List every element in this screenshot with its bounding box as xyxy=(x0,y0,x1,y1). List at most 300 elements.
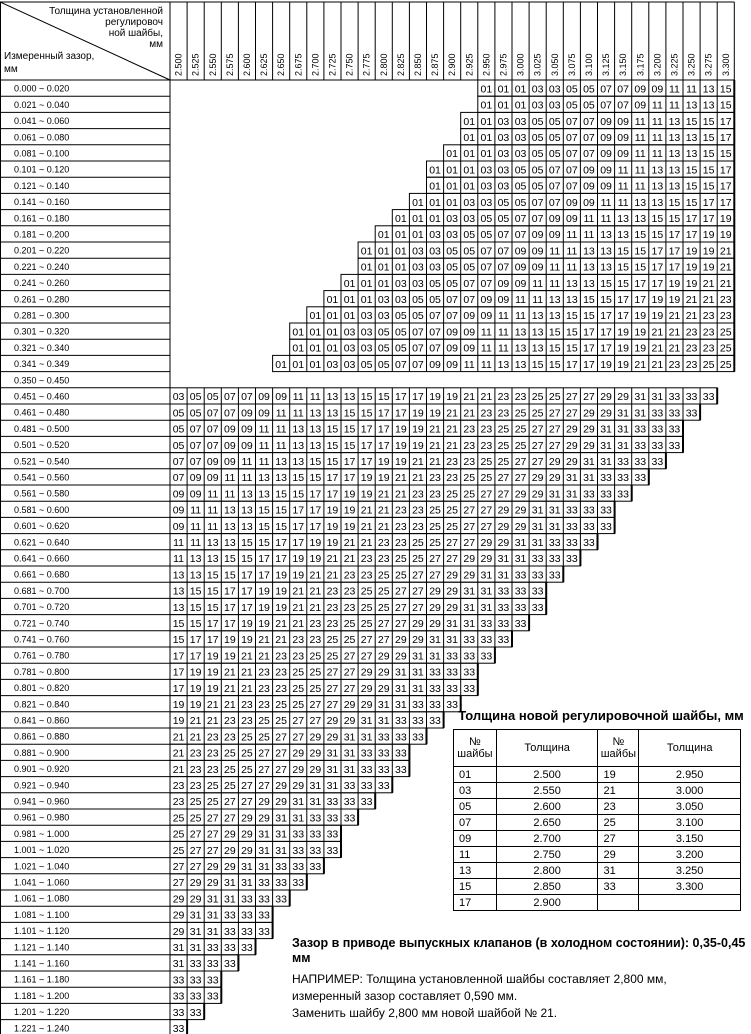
shim-number-cell: 25 xyxy=(292,699,305,711)
shim-number-cell: 33 xyxy=(326,844,339,857)
shim-number-cell: 23 xyxy=(702,326,715,339)
shim-number-cell: 23 xyxy=(497,407,510,420)
shim-number-cell: 05 xyxy=(531,180,544,193)
shim-number-cell: 33 xyxy=(651,423,664,436)
shim-number-cell: 25 xyxy=(224,763,236,776)
installed-shim-label: регулировоч xyxy=(105,17,163,28)
shim-number-cell: 33 xyxy=(412,731,424,744)
shim-number-cell: 31 xyxy=(566,488,578,501)
column-header-thickness: 2.800 xyxy=(378,53,389,76)
legend-row xyxy=(454,831,741,847)
shim-number-cell: 01 xyxy=(292,326,305,339)
shim-number-cell: 25 xyxy=(189,796,202,809)
shim-number-cell: 15 xyxy=(702,180,715,193)
shim-number-cell: 31 xyxy=(412,650,424,663)
shim-number-cell: 05 xyxy=(548,148,561,161)
shim-number-cell: 29 xyxy=(548,472,561,485)
shim-number-cell: 07 xyxy=(224,407,236,420)
shim-number-cell: 19 xyxy=(292,553,305,566)
shim-number-cell: 01 xyxy=(309,358,322,371)
column-header-thickness: 3.050 xyxy=(549,53,560,76)
shim-number-cell: 17 xyxy=(172,650,185,663)
shim-number-cell: 13 xyxy=(668,132,681,144)
clearance-range-label: 0.451 ~ 0.460 xyxy=(14,391,70,402)
clearance-range-label: 1.121 ~ 1.140 xyxy=(14,942,70,953)
legend-shim-thickness: 3.000 xyxy=(639,783,741,799)
shim-number-cell: 13 xyxy=(326,407,339,420)
shim-number-cell: 17 xyxy=(583,358,595,371)
shim-number-cell: 27 xyxy=(326,699,339,711)
shim-number-cell: 27 xyxy=(446,537,458,549)
shim-number-cell: 33 xyxy=(497,601,510,614)
shim-number-cell: 23 xyxy=(463,456,476,468)
shim-number-cell: 21 xyxy=(172,747,185,760)
clearance-range-label: 0.661 ~ 0.680 xyxy=(14,569,70,580)
shim-number-cell: 07 xyxy=(497,245,510,258)
legend-title: Толщина новой регулировочной шайбы, мм xyxy=(458,708,744,723)
shim-number-cell: 13 xyxy=(600,261,612,274)
shim-number-cell: 33 xyxy=(634,439,647,452)
shim-number-cell: 31 xyxy=(600,423,612,436)
shim-number-cell: 11 xyxy=(651,115,663,128)
shim-number-cell: 29 xyxy=(206,861,219,873)
shim-number-cell: 15 xyxy=(275,520,287,533)
shim-number-cell: 17 xyxy=(651,277,664,290)
shim-number-cell: 33 xyxy=(224,958,236,971)
shim-number-cell: 01 xyxy=(275,358,287,371)
shim-number-cell: 09 xyxy=(583,164,595,177)
shim-number-cell: 05 xyxy=(172,439,185,452)
shim-number-cell: 25 xyxy=(377,569,390,582)
shim-number-cell: 23 xyxy=(719,294,732,306)
shim-number-cell: 15 xyxy=(566,326,578,339)
shim-number-cell: 11 xyxy=(173,553,185,566)
shim-number-cell: 05 xyxy=(429,277,441,290)
shim-number-cell: 17 xyxy=(224,601,236,614)
legend-col-no: № шайбы xyxy=(454,730,497,767)
shim-number-cell: 33 xyxy=(514,601,527,614)
shim-number-cell: 21 xyxy=(377,504,390,517)
shim-number-cell: 15 xyxy=(206,585,219,598)
shim-number-cell: 05 xyxy=(566,99,578,112)
shim-number-cell: 03 xyxy=(497,148,510,161)
shim-number-cell: 13 xyxy=(224,504,236,517)
shim-number-cell: 09 xyxy=(600,148,612,161)
shim-number-cell: 11 xyxy=(497,310,509,323)
shim-number-cell: 13 xyxy=(172,569,185,582)
shim-number-cell: 19 xyxy=(360,488,373,501)
shim-number-cell: 27 xyxy=(429,569,441,582)
shim-number-cell: 19 xyxy=(343,504,356,517)
clearance-range-label: 1.041 ~ 1.060 xyxy=(14,877,70,888)
shim-number-cell: 25 xyxy=(446,504,458,517)
shim-number-cell: 13 xyxy=(292,456,305,468)
shim-number-cell: 25 xyxy=(224,747,236,760)
shim-number-cell: 33 xyxy=(702,391,715,404)
shim-number-cell: 23 xyxy=(480,423,493,436)
shim-number-cell: 23 xyxy=(292,634,305,647)
shim-number-cell: 25 xyxy=(514,423,527,436)
shim-number-cell: 27 xyxy=(189,844,202,857)
shim-number-cell: 31 xyxy=(548,488,561,501)
shim-number-cell: 15 xyxy=(548,358,561,371)
shim-number-cell: 05 xyxy=(566,83,578,96)
legend-shim-number: 29 xyxy=(598,847,639,863)
shim-number-cell: 33 xyxy=(172,1006,185,1019)
shim-number-cell: 17 xyxy=(719,180,732,193)
shim-number-cell: 05 xyxy=(531,148,544,161)
shim-number-cell: 19 xyxy=(309,553,322,566)
shim-number-cell: 33 xyxy=(480,650,493,663)
shim-number-cell: 33 xyxy=(600,504,612,517)
shim-number-cell: 19 xyxy=(412,439,424,452)
shim-number-cell: 11 xyxy=(651,148,663,161)
shim-number-cell: 21 xyxy=(668,342,681,355)
shim-number-cell: 33 xyxy=(241,942,253,954)
shim-number-cell: 27 xyxy=(566,407,578,420)
shim-number-cell: 33 xyxy=(206,942,219,954)
shim-number-cell: 27 xyxy=(446,553,458,566)
shim-number-cell: 17 xyxy=(309,488,322,501)
shim-number-cell: 33 xyxy=(463,634,476,647)
shim-number-cell: 09 xyxy=(600,180,612,193)
column-header-thickness: 2.650 xyxy=(276,53,287,76)
shim-number-cell: 07 xyxy=(497,229,510,242)
shim-number-cell: 23 xyxy=(172,796,185,809)
legend-shim-number: 07 xyxy=(454,815,497,831)
shim-number-cell: 19 xyxy=(617,342,629,355)
shim-number-cell: 29 xyxy=(617,391,629,404)
shim-number-cell: 27 xyxy=(412,585,424,598)
clearance-range-label: 0.201 ~ 0.220 xyxy=(14,245,70,256)
shim-number-cell: 15 xyxy=(241,553,253,566)
shim-number-cell: 07 xyxy=(583,148,595,161)
shim-number-cell: 23 xyxy=(326,601,339,614)
shim-number-cell: 09 xyxy=(463,310,476,323)
measured-clearance-label: Измеренный зазор, xyxy=(4,51,95,62)
shim-number-cell: 27 xyxy=(548,439,561,452)
shim-number-cell: 29 xyxy=(189,893,202,906)
shim-number-cell: 05 xyxy=(189,407,202,420)
shim-number-cell: 15 xyxy=(258,537,270,549)
shim-number-cell: 21 xyxy=(292,618,305,630)
shim-number-cell: 25 xyxy=(326,634,339,647)
shim-number-cell: 29 xyxy=(566,423,578,436)
shim-number-cell: 13 xyxy=(275,472,287,485)
shim-number-cell: 21 xyxy=(326,569,339,582)
shim-number-cell: 21 xyxy=(360,504,373,517)
shim-number-cell: 27 xyxy=(224,796,236,809)
shim-number-cell: 15 xyxy=(189,618,202,630)
shim-number-cell: 13 xyxy=(651,164,664,177)
shim-number-cell: 01 xyxy=(377,277,390,290)
shim-number-cell: 03 xyxy=(497,115,510,128)
shim-number-cell: 13 xyxy=(702,83,715,96)
shim-number-cell: 11 xyxy=(258,439,270,452)
shim-number-cell: 09 xyxy=(600,115,612,128)
shim-number-cell: 29 xyxy=(600,407,612,420)
shim-number-cell: 27 xyxy=(377,634,390,647)
shim-number-cell: 23 xyxy=(275,666,287,679)
shim-number-cell: 31 xyxy=(309,796,322,809)
shim-number-cell: 11 xyxy=(480,342,492,355)
shim-number-cell: 23 xyxy=(412,488,424,501)
clearance-range-label: 0.841 ~ 0.860 xyxy=(14,715,70,726)
shim-number-cell: 17 xyxy=(275,537,287,549)
shim-number-cell: 25 xyxy=(497,439,510,452)
shim-number-cell: 17 xyxy=(651,261,664,274)
shim-number-cell: 19 xyxy=(685,277,698,290)
shim-number-cell: 05 xyxy=(172,423,185,436)
shim-number-cell: 29 xyxy=(360,682,373,695)
shim-number-cell: 11 xyxy=(207,488,219,501)
clearance-range-label: 1.101 ~ 1.120 xyxy=(14,926,70,937)
clearance-range-label: 0.161 ~ 0.180 xyxy=(14,213,70,224)
shim-number-cell: 23 xyxy=(360,569,373,582)
shim-number-cell: 07 xyxy=(412,342,424,355)
shim-number-cell: 33 xyxy=(651,407,664,420)
shim-number-cell: 01 xyxy=(377,245,390,258)
shim-number-cell: 17 xyxy=(189,650,202,663)
shim-number-cell: 33 xyxy=(241,925,253,938)
shim-number-cell: 27 xyxy=(241,780,253,792)
shim-number-cell: 13 xyxy=(514,342,527,355)
shim-number-cell: 33 xyxy=(377,780,390,792)
shim-number-cell: 01 xyxy=(463,180,476,193)
shim-number-cell: 21 xyxy=(360,537,373,549)
shim-number-cell: 17 xyxy=(651,245,664,258)
shim-number-cell: 31 xyxy=(275,844,287,857)
shim-number-cell: 15 xyxy=(343,439,356,452)
shim-number-cell: 19 xyxy=(634,342,647,355)
shim-number-cell: 15 xyxy=(326,423,339,436)
column-header-thickness: 3.100 xyxy=(583,53,594,76)
shim-number-cell: 21 xyxy=(702,277,715,290)
shim-number-cell: 33 xyxy=(600,488,612,501)
shim-number-cell: 07 xyxy=(480,277,493,290)
shim-number-cell: 29 xyxy=(446,585,458,598)
shim-number-cell: 19 xyxy=(360,472,373,485)
shim-number-cell: 33 xyxy=(206,974,219,987)
shim-number-cell: 29 xyxy=(258,812,270,825)
shim-number-cell: 19 xyxy=(719,229,732,242)
shim-number-cell: 33 xyxy=(343,812,356,825)
shim-number-cell: 01 xyxy=(343,294,356,306)
shim-number-cell: 25 xyxy=(292,666,305,679)
shim-number-cell: 17 xyxy=(241,601,253,614)
shim-number-cell: 31 xyxy=(224,893,236,906)
clearance-range-label: 0.501 ~ 0.520 xyxy=(14,440,70,451)
shim-number-cell: 19 xyxy=(600,358,612,371)
note-line: НАПРИМЕР: Толщина установленной шайбы составляет 2,800 мм, xyxy=(292,972,667,986)
shim-number-cell: 23 xyxy=(480,407,493,420)
column-header-thickness: 2.925 xyxy=(464,53,475,76)
shim-number-cell: 23 xyxy=(377,537,390,549)
legend-shim-number: 13 xyxy=(454,863,497,879)
clearance-range-label: 0.561 ~ 0.580 xyxy=(14,488,70,499)
shim-number-cell: 27 xyxy=(326,666,339,679)
shim-number-cell: 15 xyxy=(617,245,629,258)
shim-number-cell: 19 xyxy=(224,650,236,663)
shim-number-cell: 27 xyxy=(480,520,493,533)
shim-number-cell: 09 xyxy=(651,83,664,96)
shim-number-cell: 01 xyxy=(412,229,424,242)
shim-number-cell: 21 xyxy=(463,407,476,420)
clearance-range-label: 0.521 ~ 0.540 xyxy=(14,456,70,467)
column-header-thickness: 2.875 xyxy=(430,53,441,76)
shim-number-cell: 33 xyxy=(668,423,681,436)
shim-number-cell: 09 xyxy=(583,180,595,193)
shim-number-cell: 15 xyxy=(292,488,305,501)
shim-number-cell: 21 xyxy=(446,439,458,452)
shim-number-cell: 01 xyxy=(360,294,373,306)
shim-number-cell: 21 xyxy=(719,277,732,290)
shim-number-cell: 01 xyxy=(343,277,356,290)
shim-number-cell: 27 xyxy=(326,682,339,695)
clearance-range-label: 0.141 ~ 0.160 xyxy=(14,197,70,208)
shim-number-cell: 15 xyxy=(651,229,664,242)
clearance-range-label: 1.141 ~ 1.160 xyxy=(14,958,70,969)
clearance-range-label: 0.350 ~ 0.450 xyxy=(14,375,70,386)
shim-number-cell: 19 xyxy=(241,618,253,630)
shim-number-cell: 25 xyxy=(241,747,253,760)
shim-number-cell: 25 xyxy=(258,715,270,728)
shim-number-cell: 01 xyxy=(480,148,493,161)
legend-shim-thickness: 2.650 xyxy=(496,815,598,831)
shim-number-cell: 23 xyxy=(189,747,202,760)
shim-number-cell: 33 xyxy=(224,942,236,954)
shim-number-cell: 17 xyxy=(309,520,322,533)
shim-number-cell: 07 xyxy=(412,358,424,371)
shim-number-cell: 11 xyxy=(566,229,578,242)
shim-number-cell: 09 xyxy=(258,391,270,404)
shim-number-cell: 23 xyxy=(360,553,373,566)
shim-number-cell: 33 xyxy=(360,747,373,760)
shim-number-cell: 17 xyxy=(583,326,595,339)
shim-number-cell: 19 xyxy=(395,423,407,436)
shim-number-cell: 33 xyxy=(634,472,647,485)
shim-number-cell: 09 xyxy=(446,342,458,355)
shim-number-cell: 29 xyxy=(172,893,185,906)
shim-number-cell: 19 xyxy=(206,666,219,679)
shim-number-cell: 07 xyxy=(412,326,424,339)
shim-number-cell: 33 xyxy=(309,828,322,841)
clearance-range-label: 1.021 ~ 1.040 xyxy=(14,861,70,872)
shim-number-cell: 25 xyxy=(480,472,493,485)
shim-number-cell: 25 xyxy=(189,812,202,825)
shim-number-cell: 33 xyxy=(189,974,202,987)
shim-number-cell: 29 xyxy=(275,780,287,792)
shim-number-cell: 13 xyxy=(531,326,544,339)
shim-number-cell: 23 xyxy=(668,358,681,371)
shim-number-cell: 17 xyxy=(600,342,612,355)
shim-number-cell: 19 xyxy=(224,634,236,647)
shim-number-cell: 17 xyxy=(617,310,629,323)
shim-number-cell: 21 xyxy=(206,715,219,728)
shim-number-cell: 31 xyxy=(326,763,339,776)
shim-number-cell: 29 xyxy=(514,504,527,517)
shim-number-cell: 33 xyxy=(258,925,270,938)
shim-number-cell: 21 xyxy=(241,682,253,695)
shim-number-cell: 23 xyxy=(206,731,219,744)
shim-number-cell: 33 xyxy=(189,990,202,1003)
shim-number-cell: 17 xyxy=(719,196,732,209)
shim-number-cell: 23 xyxy=(206,747,219,760)
shim-number-cell: 33 xyxy=(668,391,681,404)
shim-number-cell: 29 xyxy=(429,601,441,614)
shim-number-cell: 21 xyxy=(360,520,373,533)
shim-number-cell: 29 xyxy=(514,488,527,501)
shim-number-cell: 01 xyxy=(446,148,458,161)
shim-number-cell: 33 xyxy=(292,861,305,873)
shim-number-cell: 33 xyxy=(326,796,339,809)
shim-number-cell: 07 xyxy=(206,423,219,436)
shim-number-cell: 21 xyxy=(224,666,236,679)
shim-number-cell: 13 xyxy=(241,504,253,517)
shim-number-cell: 31 xyxy=(258,844,270,857)
shim-number-cell: 33 xyxy=(446,666,458,679)
shim-number-cell: 11 xyxy=(497,326,509,339)
shim-number-cell: 25 xyxy=(360,618,373,630)
shim-number-cell: 05 xyxy=(514,196,527,209)
shim-number-cell: 13 xyxy=(668,164,681,177)
shim-number-cell: 23 xyxy=(172,780,185,792)
shim-number-cell: 13 xyxy=(258,488,270,501)
shim-number-cell: 23 xyxy=(685,326,698,339)
legend-row xyxy=(454,815,741,831)
shim-number-cell: 25 xyxy=(395,553,407,566)
shim-number-cell: 15 xyxy=(343,423,356,436)
shim-number-cell: 13 xyxy=(685,132,698,144)
shim-number-cell: 33 xyxy=(275,893,287,906)
shim-number-cell: 31 xyxy=(377,699,390,711)
shim-number-cell: 11 xyxy=(566,245,578,258)
shim-number-cell: 15 xyxy=(685,115,698,128)
shim-number-cell: 05 xyxy=(412,294,424,306)
clearance-range-label: 0.581 ~ 0.600 xyxy=(14,504,70,515)
shim-number-cell: 23 xyxy=(258,682,270,695)
shim-number-cell: 03 xyxy=(395,277,407,290)
shim-number-cell: 09 xyxy=(206,472,219,485)
clearance-range-label: 0.961 ~ 0.980 xyxy=(14,812,70,823)
shim-number-cell: 25 xyxy=(360,585,373,598)
shim-number-cell: 25 xyxy=(206,796,219,809)
shim-number-cell: 05 xyxy=(583,83,595,96)
shim-number-cell: 01 xyxy=(292,342,305,355)
shim-number-cell: 11 xyxy=(583,229,595,242)
shim-number-cell: 11 xyxy=(463,358,475,371)
shim-number-cell: 25 xyxy=(548,391,561,404)
clearance-range-label: 1.081 ~ 1.100 xyxy=(14,909,70,920)
installed-shim-label: мм xyxy=(149,39,163,50)
legend-col-no: № шайбы xyxy=(598,730,639,767)
shim-number-cell: 25 xyxy=(326,650,339,663)
shim-number-cell: 15 xyxy=(206,601,219,614)
shim-number-cell: 21 xyxy=(258,650,270,663)
clearance-range-label: 0.481 ~ 0.500 xyxy=(14,423,70,434)
shim-number-cell: 01 xyxy=(377,229,390,242)
shim-number-cell: 11 xyxy=(600,213,612,225)
shim-number-cell: 29 xyxy=(224,861,236,873)
shim-number-cell: 13 xyxy=(224,520,236,533)
column-header-thickness: 3.000 xyxy=(515,53,526,76)
shim-number-cell: 33 xyxy=(241,893,253,906)
shim-number-cell: 33 xyxy=(224,925,236,938)
shim-number-cell: 29 xyxy=(531,488,544,501)
shim-number-cell: 31 xyxy=(343,731,356,744)
clearance-range-label: 0.601 ~ 0.620 xyxy=(14,521,70,532)
shim-number-cell: 17 xyxy=(206,634,219,647)
